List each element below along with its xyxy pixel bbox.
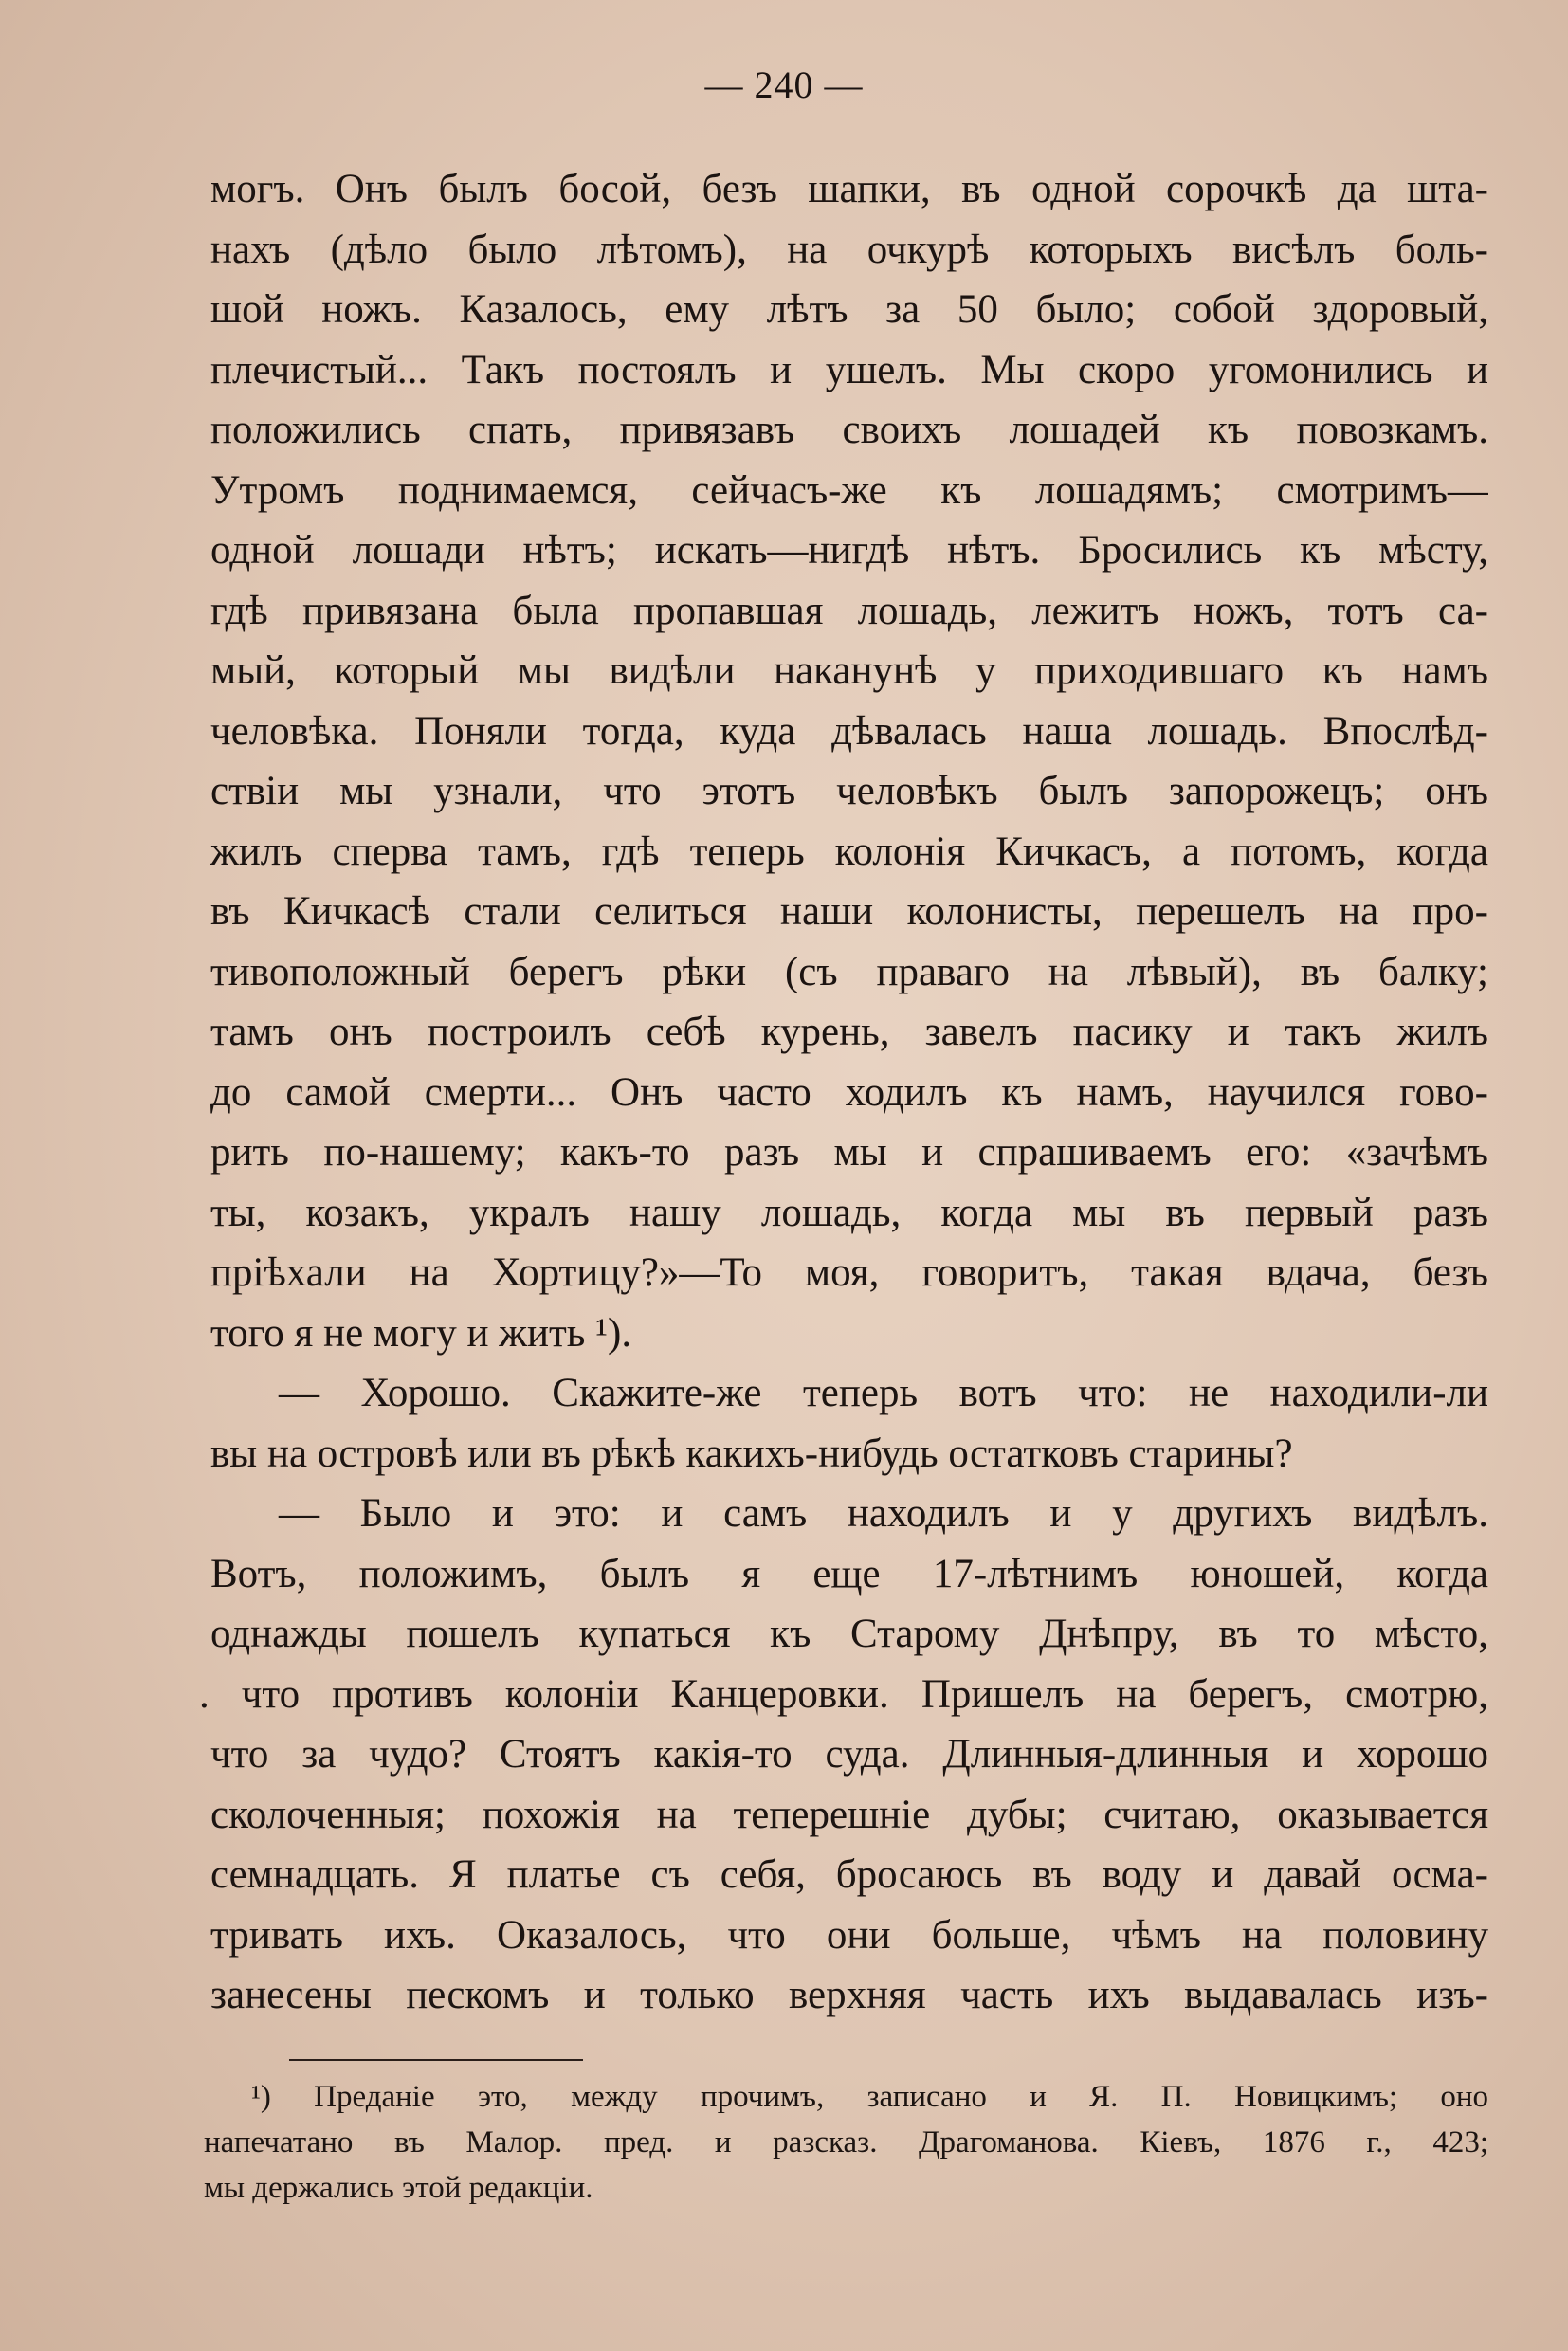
footnote <box>204 2074 1488 2211</box>
footnote-line: напечатано въ Малор. пред. и разсказ. Драгоманова. Кіевъ, 1876 г., 423; <box>204 2125 1488 2160</box>
text-line: тивоположный берегъ рѣки (съ праваго на лѣвый), въ балку; <box>210 949 1488 994</box>
text-line: до самой смерти... Онъ часто ходилъ къ намъ, научился гово- <box>210 1069 1488 1115</box>
text-line: — Хорошо. Скажите-же теперь вотъ что: не находили-ли <box>279 1371 1488 1415</box>
page-number: — 240 — <box>704 64 864 106</box>
text-line: однажды пошелъ купаться къ Старому Днѣпру, въ то мѣсто, <box>210 1612 1488 1656</box>
text-line: семнадцать. Я платье съ себя, бросаюсь въ воду и давай осма- <box>210 1852 1488 1897</box>
text-line: нахъ (дѣло было лѣтомъ), на очкурѣ которыхъ висѣлъ боль- <box>210 227 1488 272</box>
text-line: мый, который мы видѣли наканунѣ у приходившаго къ намъ <box>210 648 1488 693</box>
footnote-line: мы держались этой редакціи. <box>204 2171 593 2205</box>
body-text <box>199 159 1488 2026</box>
text-line: тамъ онъ построилъ себѣ курень, завелъ пасику и такъ жилъ <box>210 1010 1488 1054</box>
text-line: плечистый... Такъ постоялъ и ушелъ. Мы скоро угомонились и <box>210 347 1488 392</box>
text-line: одной лошади нѣтъ; искать—нигдѣ нѣтъ. Бросились къ мѣсту, <box>210 528 1488 573</box>
text-line: въ Кичкасѣ стали селиться наши колонисты, перешелъ на про- <box>210 889 1488 934</box>
text-line: положились спать, привязавъ своихъ лошадей къ повозкамъ. <box>210 408 1488 452</box>
text-line: того я не могу и жить ¹). <box>210 1310 632 1356</box>
text-line: гдѣ привязана была пропавшая лошадь, лежитъ ножъ, тотъ са- <box>210 588 1488 633</box>
footnote-line: ¹) Преданіе это, между прочимъ, записано и Я. П. Новицкимъ; оно <box>251 2080 1488 2114</box>
text-line: рить по-нашему; какъ-то разъ мы и спрашиваемъ его: «зачѣмъ <box>210 1130 1488 1175</box>
text-line: жилъ сперва тамъ, гдѣ теперь колонія Кичкасъ, а потомъ, когда <box>210 829 1488 874</box>
text-line: Вотъ, положимъ, былъ я еще 17-лѣтнимъ юношей, когда <box>210 1551 1488 1596</box>
text-line: . что противъ колоніи Канцеровки. Пришелъ на берегъ, смотрю, <box>199 1671 1488 1717</box>
text-line: человѣка. Поняли тогда, куда дѣвалась наша лошадь. Впослѣд- <box>210 708 1488 754</box>
footnote-divider <box>289 2059 583 2061</box>
text-line: Утромъ поднимаемся, сейчасъ-же къ лошадямъ; смотримъ— <box>210 467 1488 513</box>
text-line: сколоченныя; похожія на теперешніе дубы; считаю, оказывается <box>210 1792 1488 1837</box>
text-line: тривать ихъ. Оказалось, что они больше, чѣмъ на половину <box>210 1912 1488 1958</box>
text-line: — Было и это: и самъ находилъ и у другихъ видѣлъ. <box>279 1491 1488 1536</box>
text-line: занесены пескомъ и только верхняя часть ихъ выдавалась изъ- <box>210 1973 1488 2017</box>
text-line: ты, козакъ, укралъ нашу лошадь, когда мы въ первый разъ <box>210 1190 1488 1235</box>
text-line: могъ. Онъ былъ босой, безъ шапки, въ одной сорочкѣ да шта- <box>210 167 1488 211</box>
text-line: шой ножъ. Казалось, ему лѣтъ за 50 было; собой здоровый, <box>210 287 1488 332</box>
text-line: что за чудо? Стоятъ какія-то суда. Длинныя-длинныя и хорошо <box>210 1732 1488 1777</box>
text-line: пріѣхали на Хортицу?»—То моя, говоритъ, такая вдача, безъ <box>210 1250 1488 1295</box>
text-line: ствіи мы узнали, что этотъ человѣкъ былъ запорожецъ; онъ <box>210 769 1488 813</box>
text-line: вы на островѣ или въ рѣкѣ какихъ-нибудь остатковъ старины? <box>210 1431 1293 1476</box>
